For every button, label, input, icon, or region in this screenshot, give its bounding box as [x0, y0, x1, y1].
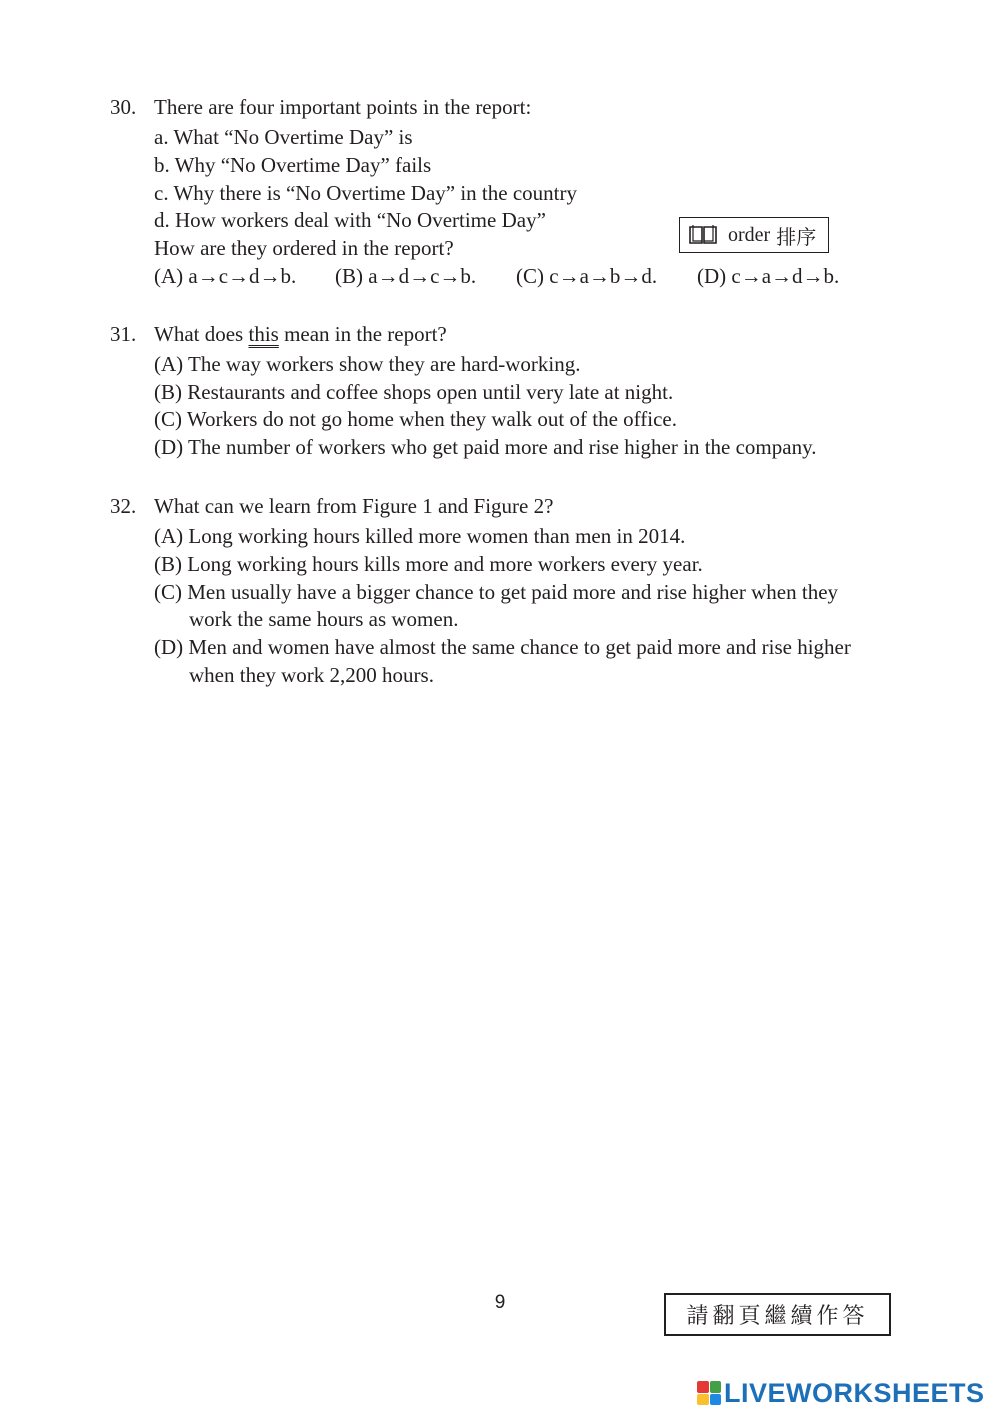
q30-option-d[interactable]: (D) c→a→d→b.: [697, 264, 840, 288]
brand-wordmark: LIVEWORKSHEETS: [724, 1377, 985, 1408]
q32-option-b[interactable]: (B) Long working hours kills more and more workers every year.: [154, 552, 703, 576]
liveworksheets-brand[interactable]: [697, 1377, 985, 1409]
q32-option-a[interactable]: (A) Long working hours killed more women than men in 2014.: [154, 524, 686, 548]
turn-page-box: [664, 1293, 891, 1336]
q32-stem: What can we learn from Figure 1 and Figure 2?: [154, 494, 554, 518]
turn-page-text: 請翻頁繼續作答: [686, 1303, 869, 1328]
page-number: 9: [494, 1292, 506, 1313]
vocab-box: [679, 217, 829, 253]
q31-number: 31.: [110, 322, 137, 346]
q30-point-c: c. Why there is “No Overtime Day” in the country: [154, 181, 577, 205]
q31-option-d[interactable]: (D) The number of workers who get paid more and rise higher in the company.: [154, 435, 817, 459]
vocab-gloss: 排序: [776, 226, 817, 249]
q30-option-b[interactable]: (B) a→d→c→b.: [335, 264, 477, 288]
q31-keyword: this: [248, 322, 279, 346]
q30-option-a[interactable]: (A) a→c→d→b.: [154, 264, 297, 288]
q32-option-c-cont[interactable]: work the same hours as women.: [189, 607, 459, 631]
q31-option-a[interactable]: (A) The way workers show they are hard-working.: [154, 352, 581, 376]
q32-option-d-cont[interactable]: when they work 2,200 hours.: [189, 663, 434, 687]
q31-stem-before: What does: [154, 322, 249, 346]
q31-option-c[interactable]: (C) Workers do not go home when they walk out of the office.: [154, 407, 678, 431]
q32-number: 32.: [110, 494, 137, 518]
book-icon: [688, 224, 718, 246]
liveworksheets-logo-icon: [697, 1381, 721, 1405]
q31-stem-after: mean in the report?: [278, 322, 447, 346]
q30-point-a: a. What “No Overtime Day” is: [154, 125, 413, 149]
vocab-word: order: [728, 223, 771, 246]
q32-option-c[interactable]: (C) Men usually have a bigger chance to get paid more and rise higher when they: [154, 580, 839, 604]
q31-stem: [154, 320, 447, 348]
q30-number: 30.: [110, 95, 137, 119]
q30-point-b: b. Why “No Overtime Day” fails: [154, 153, 432, 177]
q30-stem: There are four important points in the report:: [154, 95, 532, 119]
q30-option-c[interactable]: (C) c→a→b→d.: [516, 264, 658, 288]
q31-option-b[interactable]: (B) Restaurants and coffee shops open until very late at night.: [154, 380, 674, 404]
q30-point-d: d. How workers deal with “No Overtime Day”: [154, 208, 546, 232]
q32-option-d[interactable]: (D) Men and women have almost the same chance to get paid more and rise higher: [154, 635, 851, 659]
q30-question: How are they ordered in the report?: [154, 236, 454, 260]
